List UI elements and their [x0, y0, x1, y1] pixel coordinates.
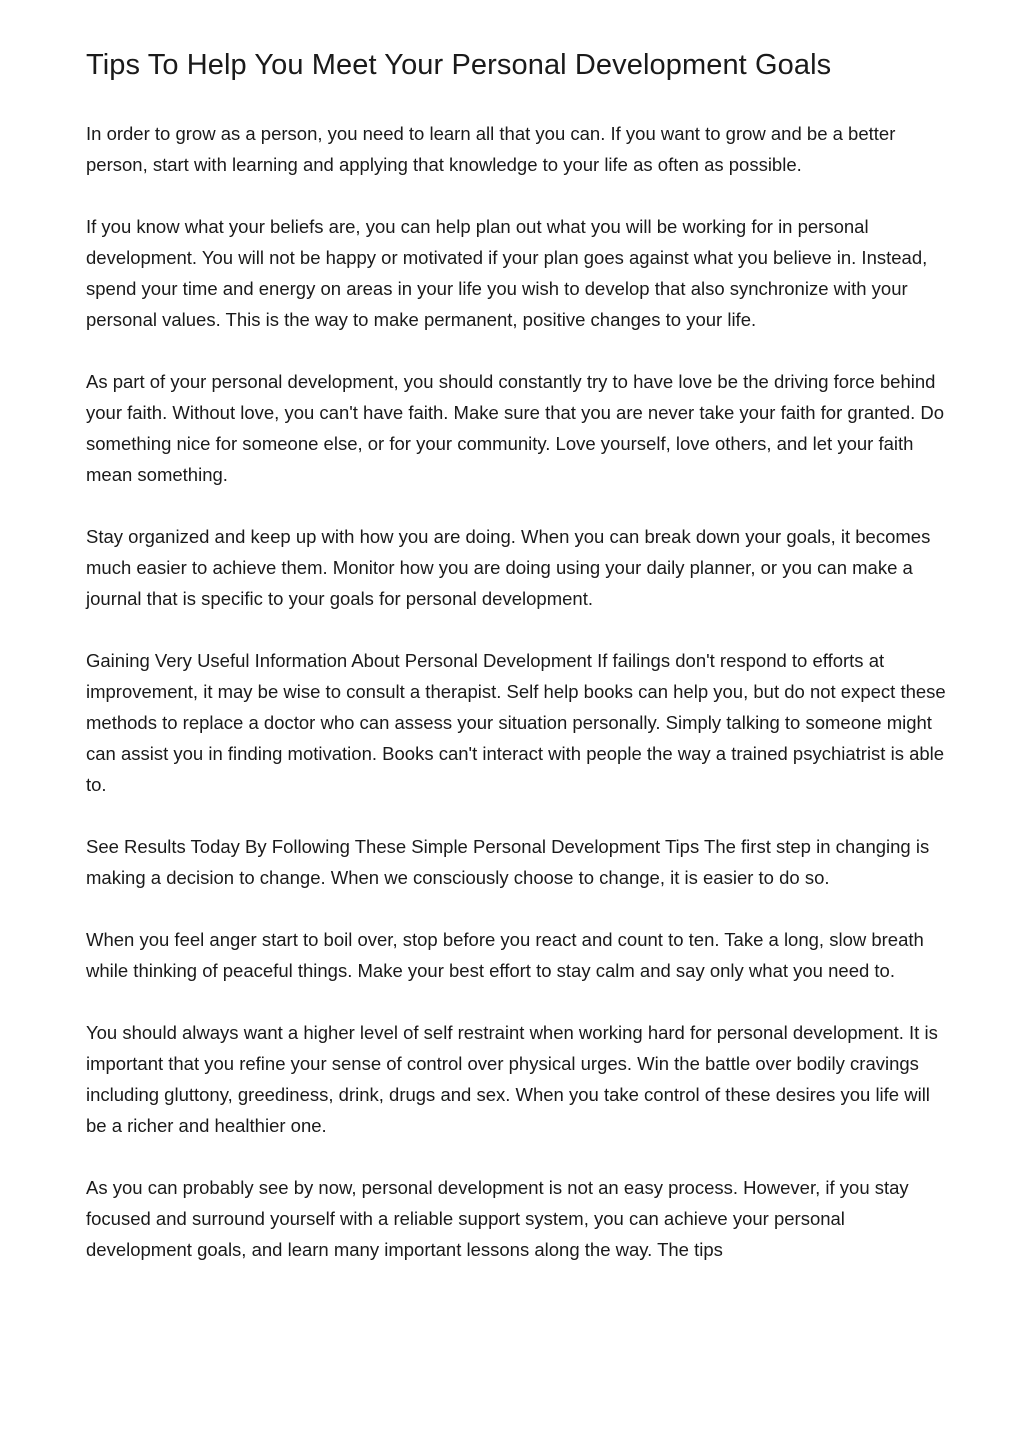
document-title: Tips To Help You Meet Your Personal Development Goals — [86, 49, 832, 81]
paragraph-2: If you know what your beliefs are, you can help plan out what you will be working for in personal development. You will not be happy or motivated if your plan goes against what you believe in. Instead, spend your time and energy on areas in your life you wish to develop that also synchronize with your personal values. This is the way to make permanent, positive changes to your life. — [86, 216, 928, 330]
paragraph-4: Stay organized and keep up with how you are doing. When you can break down your goals, it becomes much easier to achieve them. Monitor how you are doing using your daily planner, or you can make a journal that is specific to your goals for personal development. — [86, 526, 931, 609]
paragraph-1: In order to grow as a person, you need to learn all that you can. If you want to grow and be a better person, start with learning and applying that knowledge to your life as often as possible. — [86, 123, 896, 175]
document-page — [86, 38, 946, 1265]
paragraph-9: As you can probably see by now, personal development is not an easy process. However, if you stay focused and surround yourself with a reliable support system, you can achieve your personal development goals, and learn many important lessons along the way. The tips — [86, 1177, 909, 1260]
paragraph-8: You should always want a higher level of self restraint when working hard for personal development. It is important that you refine your sense of control over physical urges. Win the battle over bodily cravings including gluttony, greediness, drink, drugs and sex. When you take control of these desires you life will be a richer and healthier one. — [86, 1022, 938, 1136]
paragraph-6: See Results Today By Following These Simple Personal Development Tips The first step in changing is making a decision to change. When we consciously choose to change, it is easier to do so. — [86, 836, 930, 888]
paragraph-5: Gaining Very Useful Information About Personal Development If failings don't respond to efforts at improvement, it may be wise to consult a therapist. Self help books can help you, but do not expect these methods to replace a doctor who can assess your situation personally. Simply talking to someone might can assist you in finding motivation. Books can't interact with people the way a trained psychiatrist is able to. — [86, 650, 946, 795]
paragraph-3: As part of your personal development, you should constantly try to have love be the driving force behind your faith. Without love, you can't have faith. Make sure that you are never take your faith for granted. Do something nice for someone else, or for your community. Love yourself, love others, and let your faith mean something. — [86, 371, 945, 485]
paragraph-7: When you feel anger start to boil over, stop before you react and count to ten. Take a long, slow breath while thinking of peaceful things. Make your best effort to stay calm and say only what you need to. — [86, 929, 924, 981]
